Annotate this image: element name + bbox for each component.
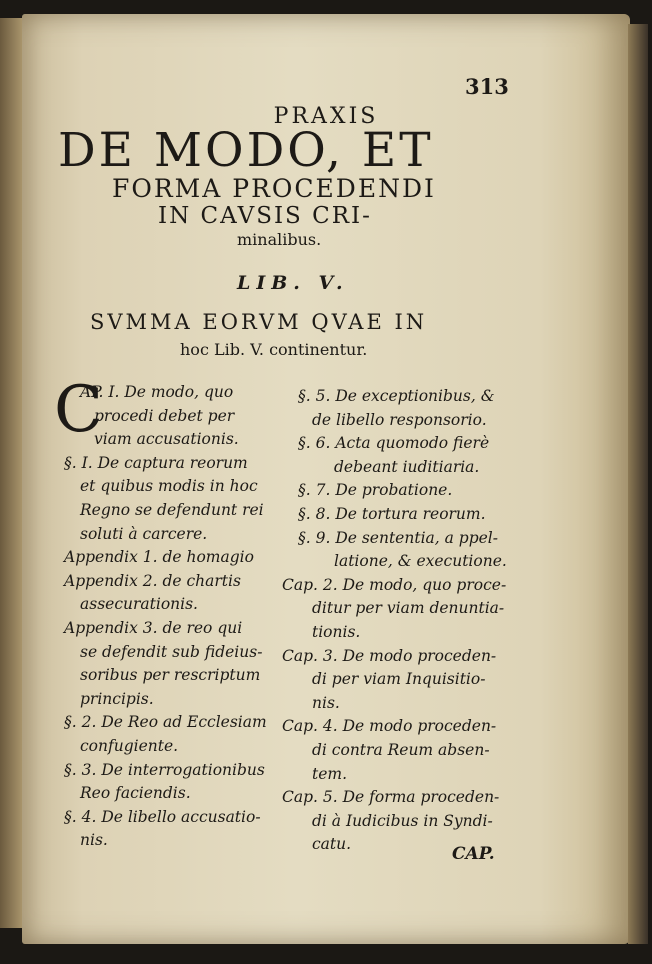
book-heading: LIB. V.: [237, 272, 349, 294]
list-item: ditur per viam denuntia-: [312, 599, 505, 618]
list-item: di per viam Inquisitio-: [312, 670, 486, 689]
list-item: Appendix 1. de homagio: [64, 548, 254, 567]
list-item: nis.: [312, 693, 340, 712]
list-item: viam accusationis.: [94, 430, 239, 449]
list-item: Cap. 4. De modo proceden-: [282, 717, 497, 736]
list-item: catu.: [312, 835, 352, 854]
list-item: §. 4. De libello accusatio-: [64, 807, 261, 826]
title-minalibus: minalibus.: [237, 230, 322, 249]
title-forma: FORMA PROCEDENDI: [112, 174, 436, 203]
list-item: debeant iuditiaria.: [334, 457, 480, 476]
list-item: assecurationis.: [80, 595, 198, 614]
list-item: Cap. 5. De forma proceden-: [282, 788, 500, 807]
list-item: confugiente.: [80, 736, 179, 755]
title-in-causis: IN CAVSIS CRI-: [158, 203, 372, 229]
list-item: procedi debet per: [94, 406, 235, 425]
list-item: di contra Reum absen-: [312, 740, 490, 759]
list-item: Regno se defendunt rei: [80, 500, 264, 519]
summary-subheading: hoc Lib. V. continentur.: [180, 340, 368, 359]
list-item: Cap. 2. De modo, quo proce-: [282, 575, 507, 594]
list-item: soribus per rescriptum: [80, 666, 261, 685]
list-item: Appendix 3. de reo qui: [64, 618, 243, 637]
list-item: soluti à carcere.: [80, 524, 208, 543]
list-item: nis.: [80, 831, 108, 850]
list-item: Appendix 2. de chartis: [64, 571, 241, 590]
list-item: Cap. 3. De modo proceden-: [282, 646, 497, 665]
summary-heading: SVMMA EORVM QVAE IN: [90, 310, 428, 334]
list-item: se defendit sub fideius-: [80, 642, 263, 661]
page-stack-edge: [628, 24, 648, 944]
contents-column-left: [64, 381, 280, 853]
list-item: §. 7. De probatione.: [298, 481, 453, 500]
page-number: 313: [465, 74, 509, 99]
previous-page-edge: [0, 18, 22, 928]
list-item: §. 6. Acta quomodo fierè: [298, 434, 490, 453]
list-item: tionis.: [312, 622, 361, 641]
list-item: §. 5. De exceptionibus, &: [298, 387, 495, 405]
list-item: di à Iudicibus in Syndi-: [312, 811, 493, 830]
list-item: §. 8. De tortura reorum.: [298, 504, 486, 523]
list-item: §. 2. De Reo ad Ecclesiam: [64, 713, 267, 732]
list-item: Reo faciendis.: [80, 784, 191, 803]
list-item: principis.: [80, 689, 154, 708]
contents-column-right: [282, 385, 522, 857]
title-de-modo: DE MODO, ET: [58, 123, 434, 178]
list-item: tem.: [312, 764, 348, 783]
title-praxis: PRAXIS: [273, 104, 379, 129]
list-item: de libello responsorio.: [312, 410, 487, 429]
list-item: AP. I. De modo, quo: [80, 383, 234, 401]
list-item: §. I. De captura reorum: [64, 453, 248, 472]
list-item: et quibus modis in hoc: [80, 477, 258, 496]
catchword: CAP.: [452, 844, 495, 864]
list-item: latione, & executione.: [334, 552, 507, 571]
list-item: §. 9. De sententia, a ppel-: [298, 528, 499, 547]
drop-cap: C: [54, 373, 103, 447]
list-item: §. 3. De interrogationibus: [64, 760, 265, 779]
